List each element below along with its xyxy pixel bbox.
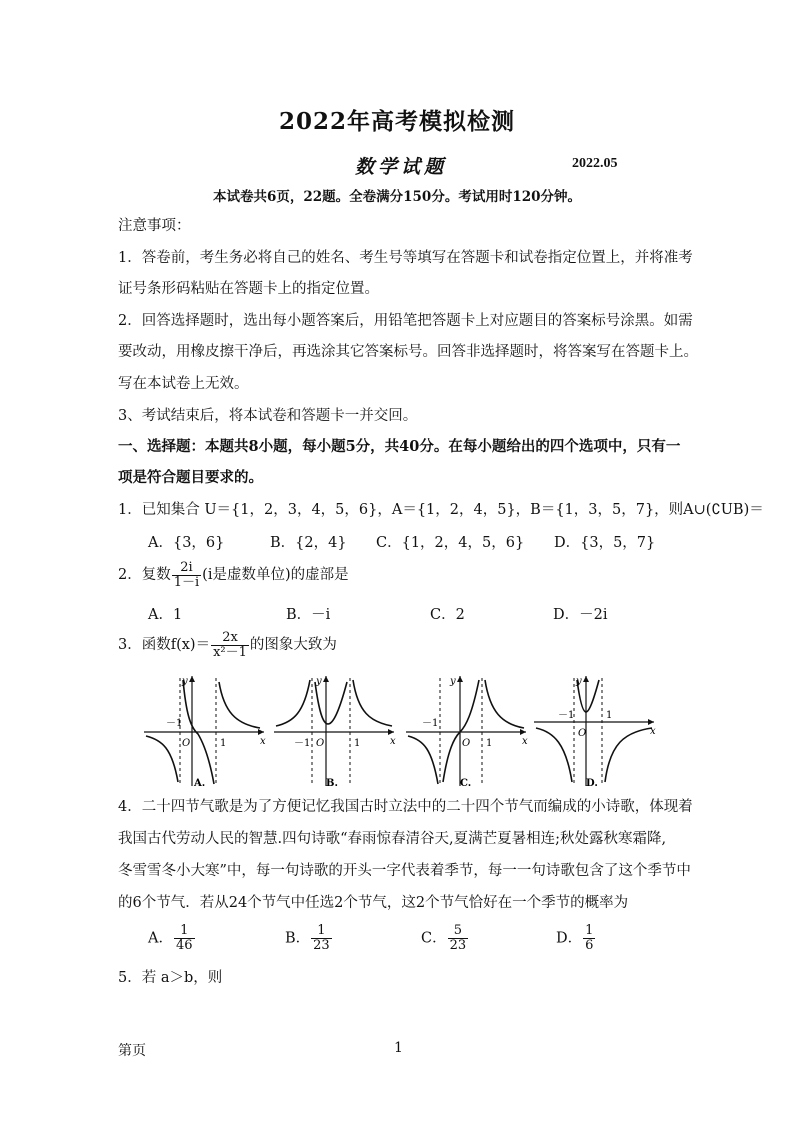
q4-option-a-label: A． — [148, 930, 173, 947]
q4-line: 4．二十四节气歌是为了方便记忆我国古时立法中的二十四个节气而编成的小诗歌，体现着 — [118, 799, 693, 815]
notes-line: 要改动，用橡皮擦干净后，再选涂其它答案标号。回答非选择题时，将答案写在答题卡上。 — [118, 344, 698, 360]
q3-suffix: 的图象大致为 — [249, 637, 337, 653]
graph-a-y: y — [182, 676, 188, 687]
q5-stem: 5．若 a＞b，则 — [118, 970, 223, 986]
subject-title: 数学试题 — [355, 156, 448, 178]
q4-option-a-den: 46 — [175, 938, 193, 953]
q4-option-d-num: 1 — [585, 923, 594, 938]
graph-a-origin: O — [182, 738, 191, 749]
graph-d-one: 1 — [606, 710, 613, 721]
q1-option-b: B．{2，4} — [270, 535, 347, 551]
q4-option-a — [148, 924, 196, 953]
graph-b-x: x — [390, 736, 396, 747]
graph-c-one: 1 — [486, 738, 493, 749]
graph-d-label: D. — [586, 778, 598, 789]
section-heading: 项是符合题目要求的。 — [118, 469, 263, 486]
q4-option-d-label: D． — [556, 930, 583, 947]
graph-c-y: y — [450, 676, 456, 687]
footer-page-label: 第页 — [118, 1043, 146, 1059]
footer-page-number: 1 — [394, 1040, 403, 1056]
graph-a-one: 1 — [220, 738, 227, 749]
graph-b — [270, 672, 398, 790]
graph-b-label: B. — [326, 778, 338, 789]
q2-prefix: 2．复数 — [118, 567, 171, 583]
q2-option-d: D．－2i — [553, 607, 608, 623]
graph-c-label: C. — [460, 778, 472, 789]
exam-info: 本试卷共6页，22题。全卷满分150分。考试用时120分钟。 — [212, 189, 582, 205]
graph-d-x: x — [650, 726, 656, 737]
notes-line: 证号条形码粘贴在答题卡上的指定位置。 — [118, 281, 379, 297]
graph-d-y: y — [576, 676, 582, 687]
graph-a-neg1: －1 — [166, 718, 183, 729]
q1-option-a: A．{3，6} — [148, 535, 225, 551]
q4-line: 冬雪雪冬小大寒”中，每一句诗歌的开头一字代表着季节，每一一句诗歌包含了这个季节中 — [118, 863, 691, 879]
q1-option-c: C．{1，2，4，5，6} — [376, 535, 525, 551]
q4-line: 我国古代劳动人民的智慧.四句诗歌“春雨惊春清谷天,夏满芒夏暑相连;秋处露秋寒霜降, — [118, 831, 667, 847]
exam-date: 2022.05 — [572, 156, 618, 171]
q2-frac-num: 2i — [172, 561, 201, 576]
graph-c-neg1: －1 — [422, 718, 439, 729]
q4-option-c — [421, 924, 469, 953]
graph-c-origin: O — [462, 738, 471, 749]
graph-a-label: A. — [194, 778, 206, 789]
q4-option-b-label: B． — [285, 930, 311, 947]
graph-c-x: x — [522, 736, 528, 747]
q4-option-c-den: 23 — [449, 938, 467, 953]
q2-fraction — [172, 561, 201, 590]
q2-option-b: B．－i — [286, 607, 331, 623]
exam-title: 2022年高考模拟检测 — [278, 108, 515, 135]
graph-b-origin: O — [316, 738, 325, 749]
q2-option-a: A．1 — [148, 607, 183, 623]
q4-option-b-den: 23 — [313, 938, 330, 953]
q4-option-a-num: 1 — [174, 924, 195, 939]
notes-heading: 注意事项： — [118, 218, 191, 234]
graph-a — [140, 672, 268, 790]
section-heading: 一、选择题：本题共8小题，每小题5分，共40分。在每小题给出的四个选项中，只有一 — [118, 438, 681, 455]
q2-stem — [118, 560, 349, 590]
q3-fraction — [211, 631, 249, 660]
graph-b-y: y — [316, 676, 322, 687]
notes-line: 3、考试结束后，将本试卷和答题卡一并交回。 — [118, 408, 418, 424]
graph-b-neg1: －1 — [294, 738, 311, 749]
q3-frac-num: 2x — [211, 631, 249, 646]
q3-stem — [118, 630, 337, 660]
q3-prefix: 3．函数f(x)＝ — [118, 637, 211, 653]
q4-line: 的6个节气．若从24个节气中任选2个节气，这2个节气恰好在一个季节的概率为 — [118, 895, 629, 911]
q1-option-d: D．{3，5，7} — [554, 535, 656, 551]
q4-option-c-num: 5 — [448, 924, 469, 939]
notes-line: 写在本试卷上无效。 — [118, 376, 249, 392]
q4-option-b — [285, 924, 333, 953]
q2-option-c: C．2 — [430, 607, 465, 623]
graph-d — [530, 672, 658, 790]
graph-d-origin: O — [578, 728, 587, 739]
q2-suffix: (i是虚数单位)的虚部是 — [202, 567, 349, 583]
q4-option-b-num: 1 — [311, 924, 332, 939]
q4-option-d-den: 6 — [585, 938, 594, 953]
q1-stem: 1．已知集合 U＝{1，2，3，4，5，6}，A＝{1，2，4，5}，B＝{1，3，5，7}，则A∪(∁UB)＝ — [118, 502, 764, 518]
q3-frac-den: x²－1 — [213, 644, 247, 660]
graph-d-neg1: －1 — [558, 710, 575, 721]
q4-option-d — [556, 924, 596, 953]
notes-line: 2．回答选择题时，选出每小题答案后，用铅笔把答题卡上对应题目的答案标号涂黑。如需 — [118, 313, 693, 329]
notes-line: 1．答卷前，考生务必将自己的姓名、考生号等填写在答题卡和试卷指定位置上，并将准考 — [118, 250, 693, 266]
graph-a-x: x — [260, 736, 266, 747]
graph-b-one: 1 — [354, 738, 361, 749]
graph-c — [402, 672, 530, 790]
q4-option-c-label: C． — [421, 930, 447, 947]
q2-frac-den: 1－i — [173, 574, 200, 590]
